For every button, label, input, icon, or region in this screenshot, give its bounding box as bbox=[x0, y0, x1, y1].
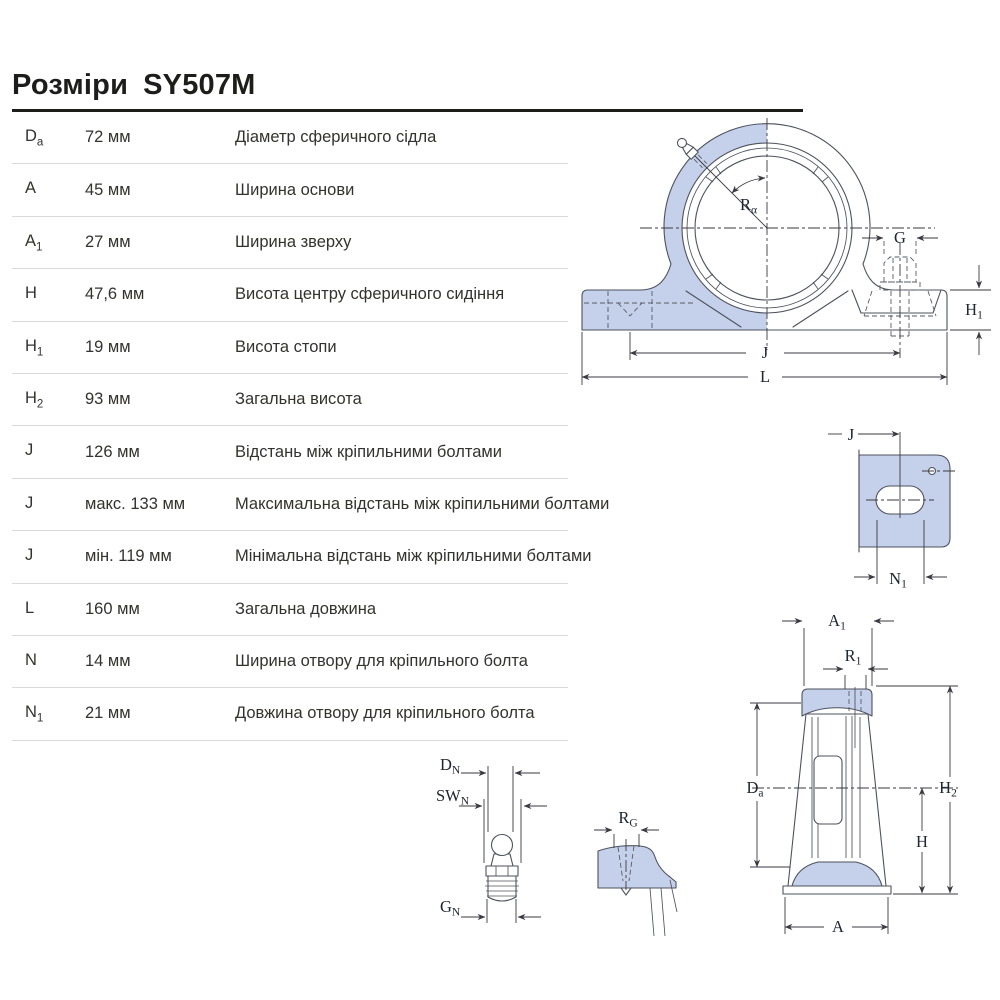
label-r-alpha: $R_\alpha$ bbox=[740, 195, 758, 217]
dim-description: Максимальна відстань між кріпильними болтами bbox=[235, 494, 610, 513]
dim-value: 47,6 мм bbox=[85, 285, 145, 304]
dim-j bbox=[630, 332, 900, 362]
label-g: G bbox=[894, 228, 906, 247]
nipple-thread-body bbox=[488, 876, 516, 901]
dim-h2 bbox=[876, 686, 958, 894]
title-label: Розміри bbox=[12, 69, 129, 102]
dim-value: 14 мм bbox=[85, 652, 131, 671]
dim-description: Загальна висота bbox=[235, 390, 362, 409]
dim-symbol: $A_1$ bbox=[25, 231, 43, 254]
dim-description: Ширина отвору для кріпильного болта bbox=[235, 652, 528, 671]
dim-r1 bbox=[823, 646, 888, 689]
dim-description: Загальна довжина bbox=[235, 599, 376, 618]
dim-symbol: J bbox=[25, 441, 34, 460]
dim-symbol: $H_2$ bbox=[25, 389, 44, 411]
label-dn: $D_N$ bbox=[440, 755, 461, 777]
side-cap bbox=[802, 689, 872, 716]
label-rg: $R_G$ bbox=[618, 808, 638, 830]
dim-g bbox=[862, 228, 938, 247]
label-swn: $SW_N$ bbox=[436, 786, 470, 808]
dim-a bbox=[785, 897, 888, 936]
drawing-side-view bbox=[746, 611, 958, 936]
dim-description: Відстань між кріпильними болтами bbox=[235, 442, 502, 461]
dim-symbol: $H_1$ bbox=[25, 336, 44, 358]
label-h2: $H_2$ bbox=[939, 778, 957, 800]
label-n1: $N_1$ bbox=[889, 569, 907, 591]
dim-gn bbox=[440, 897, 541, 923]
dim-description: Діаметр сферичного сідла bbox=[235, 128, 437, 147]
dim-h bbox=[916, 788, 928, 893]
drawing-base-view bbox=[828, 425, 956, 591]
label-l: L bbox=[759, 367, 771, 386]
side-rib-section bbox=[814, 756, 842, 824]
label-j-base: J bbox=[847, 425, 855, 444]
label-j: J bbox=[761, 343, 769, 362]
dim-symbol: J bbox=[25, 546, 34, 565]
dim-j-base bbox=[828, 425, 899, 444]
dim-description: Ширина зверху bbox=[235, 232, 352, 251]
title-model: SY507M bbox=[143, 69, 256, 102]
dim-description: Мінімальна відстань між кріпильними болтами bbox=[235, 547, 592, 566]
dim-symbol: $N_1$ bbox=[25, 703, 44, 725]
dim-description: Висота стопи bbox=[235, 337, 337, 356]
dim-value: 27 мм bbox=[85, 232, 131, 251]
label-a1: $A_1$ bbox=[828, 611, 846, 633]
dim-symbol: L bbox=[25, 598, 35, 617]
dim-value: мін. 119 мм bbox=[85, 547, 172, 566]
dim-description: Висота центру сферичного сидіння bbox=[235, 285, 505, 304]
dim-value: 93 мм bbox=[85, 390, 131, 409]
dim-symbol: A bbox=[25, 179, 37, 198]
dim-value: 21 мм bbox=[85, 704, 131, 723]
dim-description: Ширина основи bbox=[235, 180, 355, 199]
dim-rg bbox=[594, 808, 659, 848]
nipple-ball bbox=[492, 835, 513, 856]
dim-swn bbox=[436, 786, 547, 863]
dim-value: 160 мм bbox=[85, 599, 140, 618]
drawing-front-view bbox=[582, 118, 991, 386]
label-gn: $G_N$ bbox=[440, 897, 461, 919]
side-base-lip bbox=[783, 886, 891, 894]
label-da: $D_a$ bbox=[746, 778, 764, 800]
dim-value: 19 мм bbox=[85, 337, 131, 356]
dim-h1 bbox=[950, 265, 991, 355]
dim-symbol: H bbox=[25, 284, 37, 303]
label-r1: $R_1$ bbox=[844, 646, 862, 668]
label-a: A bbox=[832, 917, 844, 936]
nipple-hex bbox=[486, 866, 518, 876]
dim-a1 bbox=[782, 611, 894, 686]
dim-description: Довжина отвору для кріпильного болта bbox=[235, 704, 535, 723]
dim-value: 126 мм bbox=[85, 442, 140, 461]
dim-value: 45 мм bbox=[85, 180, 131, 199]
drawing-nipple-detail bbox=[436, 755, 547, 923]
label-h: H bbox=[916, 832, 928, 851]
drawing-thread-detail bbox=[594, 808, 677, 936]
thread-detail-section bbox=[598, 846, 676, 888]
dim-symbol: $D_a$ bbox=[25, 127, 44, 149]
dim-symbol: J bbox=[25, 493, 34, 512]
label-h1: $H_1$ bbox=[965, 300, 983, 322]
dim-value: 72 мм bbox=[85, 128, 131, 147]
dim-value: макс. 133 мм bbox=[85, 494, 186, 513]
dim-symbol: N bbox=[25, 650, 37, 669]
